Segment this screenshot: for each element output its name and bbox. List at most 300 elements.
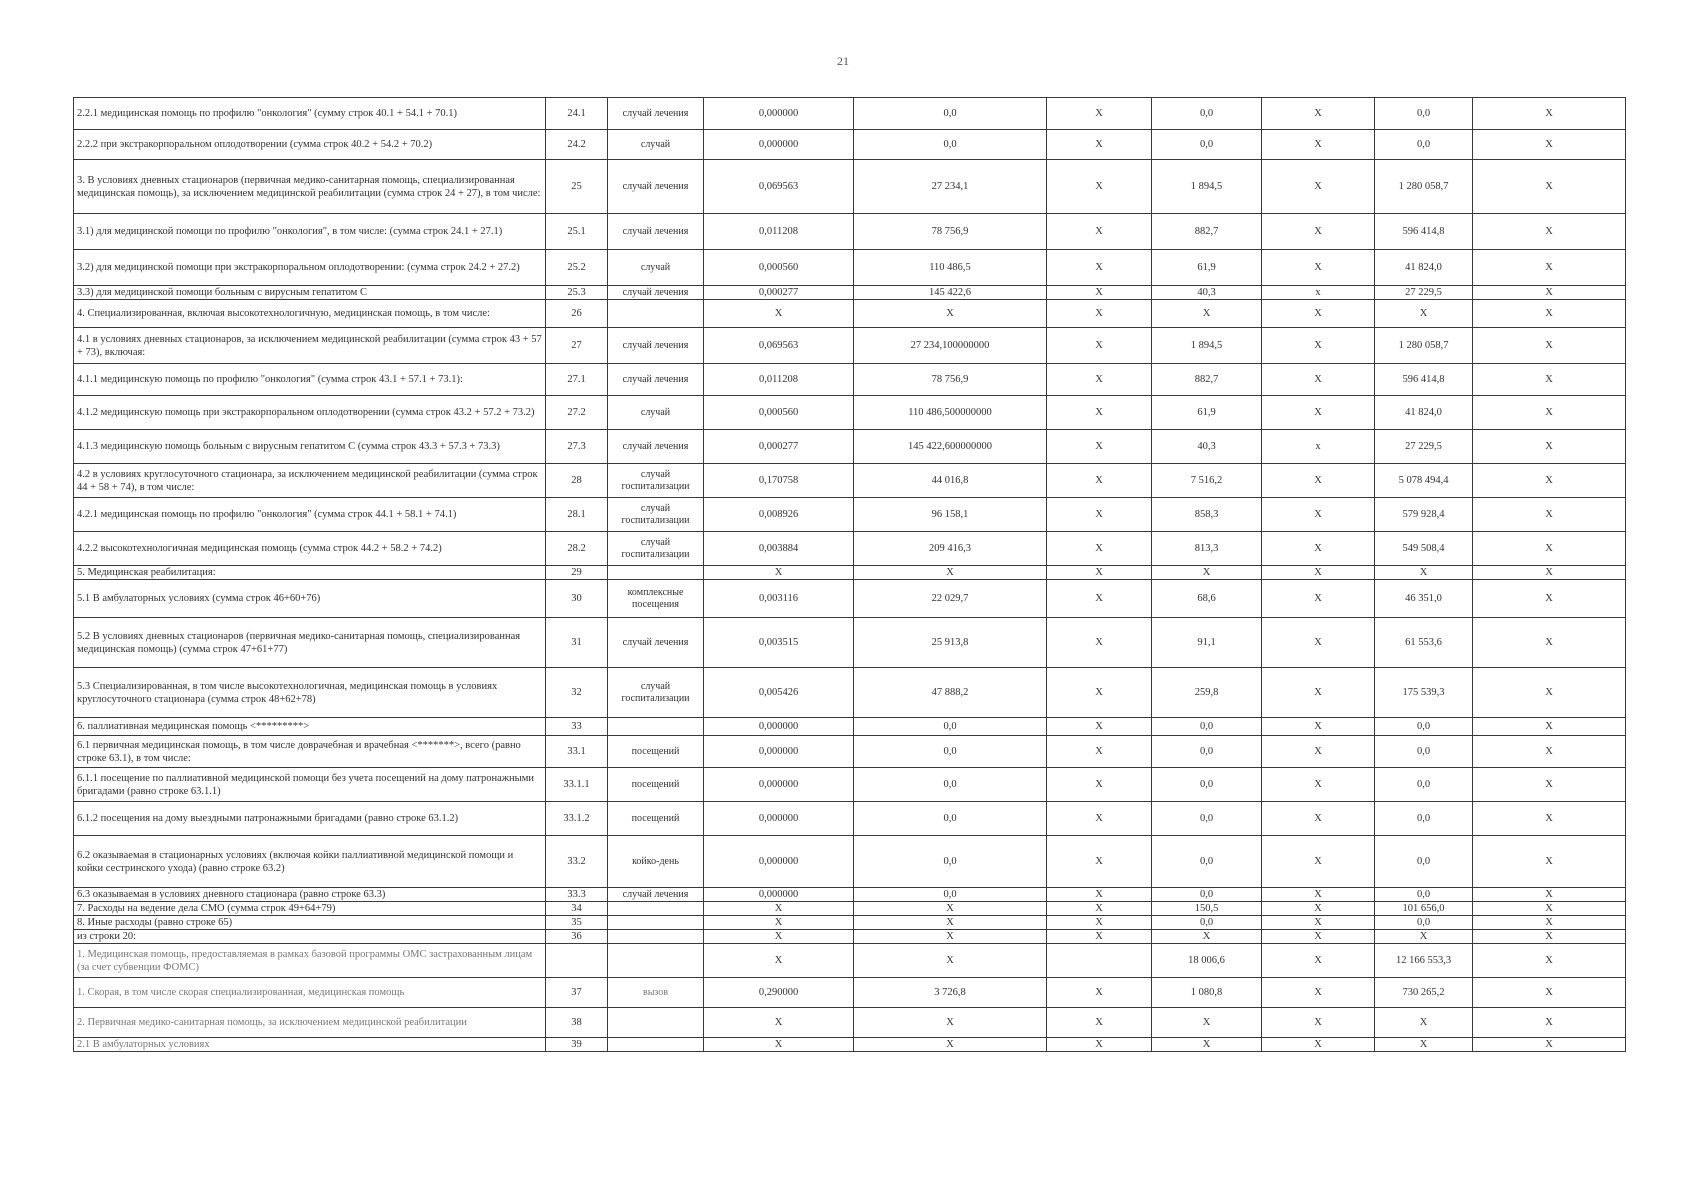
cell-v6: 0,0 xyxy=(1375,768,1473,802)
table-row xyxy=(74,916,1626,930)
cell-v5: X xyxy=(1262,944,1375,978)
cell-v3: X xyxy=(1047,888,1152,902)
cell-v4: 0,0 xyxy=(1152,130,1262,160)
cell-unit xyxy=(608,930,704,944)
cell-unit: случай госпитализации xyxy=(608,464,704,498)
cell-name: 6.3 оказываемая в условиях дневного стационара (равно строке 63.3) xyxy=(74,888,546,902)
cell-v4: 61,9 xyxy=(1152,250,1262,286)
cell-v7: X xyxy=(1473,902,1626,916)
cell-v6: 0,0 xyxy=(1375,130,1473,160)
cell-v2: X xyxy=(854,916,1047,930)
cell-v1: 0,069563 xyxy=(704,328,854,364)
table-row xyxy=(74,364,1626,396)
cell-v5: X xyxy=(1262,214,1375,250)
cell-unit xyxy=(608,566,704,580)
cell-v5: X xyxy=(1262,888,1375,902)
cell-v1: 0,011208 xyxy=(704,364,854,396)
cell-v1: 0,000000 xyxy=(704,98,854,130)
cell-v4: 0,0 xyxy=(1152,836,1262,888)
table-row xyxy=(74,580,1626,618)
cell-name: 6.1 первичная медицинская помощь, в том числе доврачебная и врачебная <*******>, всего (равно строке 63.1), в том числе: xyxy=(74,736,546,768)
cell-name: 6.1.2 посещения на дому выездными патронажными бригадами (равно строке 63.1.2) xyxy=(74,802,546,836)
cell-v5: X xyxy=(1262,580,1375,618)
cell-v6: 5 078 494,4 xyxy=(1375,464,1473,498)
cell-v2: 44 016,8 xyxy=(854,464,1047,498)
cell-v5: X xyxy=(1262,1038,1375,1052)
cell-v6: 12 166 553,3 xyxy=(1375,944,1473,978)
cell-name: 3.1) для медицинской помощи по профилю "онкология", в том числе: (сумма строк 24.1 + 27.1) xyxy=(74,214,546,250)
cell-v2: X xyxy=(854,1008,1047,1038)
cell-num xyxy=(546,944,608,978)
cell-v5: X xyxy=(1262,802,1375,836)
cell-v5: X xyxy=(1262,1008,1375,1038)
cell-v5: X xyxy=(1262,718,1375,736)
cell-v6: 1 280 058,7 xyxy=(1375,160,1473,214)
cell-v2: X xyxy=(854,300,1047,328)
cell-name: 4.1.3 медицинскую помощь больным с вирусным гепатитом С (сумма строк 43.3 + 57.3 + 73.3) xyxy=(74,430,546,464)
cell-v2: 0,0 xyxy=(854,768,1047,802)
cell-v1: 0,003515 xyxy=(704,618,854,668)
cell-v7: X xyxy=(1473,98,1626,130)
cell-v4: 0,0 xyxy=(1152,98,1262,130)
cell-v7: X xyxy=(1473,532,1626,566)
cell-num: 29 xyxy=(546,566,608,580)
cell-v2: 145 422,6 xyxy=(854,286,1047,300)
cell-v2: 78 756,9 xyxy=(854,364,1047,396)
cell-v3: X xyxy=(1047,580,1152,618)
cell-num: 33 xyxy=(546,718,608,736)
cell-v1: X xyxy=(704,1038,854,1052)
cell-unit: случай лечения xyxy=(608,618,704,668)
cell-num: 26 xyxy=(546,300,608,328)
cell-num: 39 xyxy=(546,1038,608,1052)
cell-unit: случай лечения xyxy=(608,286,704,300)
table-row xyxy=(74,300,1626,328)
cell-v1: 0,170758 xyxy=(704,464,854,498)
cell-v4: 858,3 xyxy=(1152,498,1262,532)
cell-v3: X xyxy=(1047,364,1152,396)
cell-v5: X xyxy=(1262,396,1375,430)
cell-v2: 0,0 xyxy=(854,888,1047,902)
cell-num: 38 xyxy=(546,1008,608,1038)
cell-v2: 0,0 xyxy=(854,130,1047,160)
table-row xyxy=(74,618,1626,668)
cell-v6: X xyxy=(1375,930,1473,944)
cell-v5: X xyxy=(1262,532,1375,566)
cell-v2: 25 913,8 xyxy=(854,618,1047,668)
cell-v2: 0,0 xyxy=(854,802,1047,836)
cell-v5: X xyxy=(1262,498,1375,532)
cell-v2: 78 756,9 xyxy=(854,214,1047,250)
cell-v3: X xyxy=(1047,566,1152,580)
cell-v6: 0,0 xyxy=(1375,718,1473,736)
cell-v1: 0,000000 xyxy=(704,888,854,902)
page-number: 21 xyxy=(837,54,849,68)
cell-v1: 0,003116 xyxy=(704,580,854,618)
cell-name: 4.2.1 медицинская помощь по профилю "онкология" (сумма строк 44.1 + 58.1 + 74.1) xyxy=(74,498,546,532)
cell-name: 1. Медицинская помощь, предоставляемая в рамках базовой программы ОМС застрахованным лицам (за счет субвенции ФОМС) xyxy=(74,944,546,978)
cell-v7: X xyxy=(1473,160,1626,214)
cell-v7: X xyxy=(1473,498,1626,532)
cell-v5: X xyxy=(1262,464,1375,498)
cell-v7: X xyxy=(1473,580,1626,618)
cell-v2: 0,0 xyxy=(854,98,1047,130)
cell-v7: X xyxy=(1473,618,1626,668)
cell-v7: X xyxy=(1473,328,1626,364)
cell-v2: X xyxy=(854,944,1047,978)
cell-num: 25 xyxy=(546,160,608,214)
cell-v7: X xyxy=(1473,888,1626,902)
cell-unit xyxy=(608,916,704,930)
table-row xyxy=(74,1038,1626,1052)
cell-num: 24.1 xyxy=(546,98,608,130)
cell-num: 35 xyxy=(546,916,608,930)
cell-unit xyxy=(608,902,704,916)
cell-num: 37 xyxy=(546,978,608,1008)
cell-v7: X xyxy=(1473,1038,1626,1052)
cell-v3: X xyxy=(1047,160,1152,214)
cell-v3: X xyxy=(1047,130,1152,160)
table-row xyxy=(74,160,1626,214)
cell-v2: 145 422,600000000 xyxy=(854,430,1047,464)
cell-name: 6. паллиативная медицинская помощь <*********> xyxy=(74,718,546,736)
cell-v6: 41 824,0 xyxy=(1375,396,1473,430)
table-row xyxy=(74,836,1626,888)
cell-v7: X xyxy=(1473,668,1626,718)
cell-v3: X xyxy=(1047,930,1152,944)
cell-name: 3.2) для медицинской помощи при экстракорпоральном оплодотворении: (сумма строк 24.2 + 27.2) xyxy=(74,250,546,286)
cell-v3: X xyxy=(1047,328,1152,364)
cell-v4: 40,3 xyxy=(1152,286,1262,300)
cell-v1: 0,000000 xyxy=(704,836,854,888)
cell-v1: 0,005426 xyxy=(704,668,854,718)
cell-name: 6.1.1 посещение по паллиативной медицинской помощи без учета посещений на дому патронажными бригадами (равно строке 63.1.1) xyxy=(74,768,546,802)
cell-v1: 0,008926 xyxy=(704,498,854,532)
cell-v1: 0,000000 xyxy=(704,130,854,160)
cell-v6: 596 414,8 xyxy=(1375,214,1473,250)
cell-v4: 1 894,5 xyxy=(1152,160,1262,214)
cell-v2: 27 234,1 xyxy=(854,160,1047,214)
cell-v5: X xyxy=(1262,930,1375,944)
cell-num: 36 xyxy=(546,930,608,944)
cell-name: из строки 20: xyxy=(74,930,546,944)
cell-v3 xyxy=(1047,944,1152,978)
cell-v4: 0,0 xyxy=(1152,802,1262,836)
cell-v1: X xyxy=(704,930,854,944)
cell-v7: X xyxy=(1473,930,1626,944)
cell-unit: случай лечения xyxy=(608,98,704,130)
cell-v3: X xyxy=(1047,916,1152,930)
cell-v5: X xyxy=(1262,668,1375,718)
table-row xyxy=(74,286,1626,300)
cell-unit: случай xyxy=(608,396,704,430)
cell-v6: 41 824,0 xyxy=(1375,250,1473,286)
cell-name: 4.1.2 медицинскую помощь при экстракорпоральном оплодотворении (сумма строк 43.2 + 57.2 + 73.2) xyxy=(74,396,546,430)
cell-v1: 0,069563 xyxy=(704,160,854,214)
cell-v7: X xyxy=(1473,430,1626,464)
cell-v5: X xyxy=(1262,364,1375,396)
cell-num: 25.1 xyxy=(546,214,608,250)
cell-num: 34 xyxy=(546,902,608,916)
table-row xyxy=(74,718,1626,736)
cell-v5: X xyxy=(1262,130,1375,160)
cell-v3: X xyxy=(1047,396,1152,430)
cell-v4: 1 080,8 xyxy=(1152,978,1262,1008)
cell-v3: X xyxy=(1047,1008,1152,1038)
cell-v1: 0,000560 xyxy=(704,396,854,430)
cell-num: 30 xyxy=(546,580,608,618)
cell-v1: X xyxy=(704,1008,854,1038)
cell-v3: X xyxy=(1047,532,1152,566)
table-row xyxy=(74,98,1626,130)
cell-v7: X xyxy=(1473,464,1626,498)
cell-unit: комплексные посещения xyxy=(608,580,704,618)
cell-v6: 0,0 xyxy=(1375,802,1473,836)
cell-v2: 110 486,500000000 xyxy=(854,396,1047,430)
cell-num: 33.3 xyxy=(546,888,608,902)
cell-v6: 175 539,3 xyxy=(1375,668,1473,718)
table-row xyxy=(74,532,1626,566)
cell-name: 3.3) для медицинской помощи больным с вирусным гепатитом С xyxy=(74,286,546,300)
table-row xyxy=(74,1008,1626,1038)
cell-num: 33.1.2 xyxy=(546,802,608,836)
cell-v1: 0,290000 xyxy=(704,978,854,1008)
cell-v6: 596 414,8 xyxy=(1375,364,1473,396)
cell-v3: X xyxy=(1047,1038,1152,1052)
cell-v1: 0,000000 xyxy=(704,736,854,768)
cell-v4: X xyxy=(1152,1008,1262,1038)
cell-v6: 27 229,5 xyxy=(1375,286,1473,300)
cell-v2: 3 726,8 xyxy=(854,978,1047,1008)
cell-v6: 0,0 xyxy=(1375,736,1473,768)
cell-unit: случай xyxy=(608,130,704,160)
cell-v1: 0,000000 xyxy=(704,768,854,802)
data-table xyxy=(73,97,1626,1052)
cell-v5: X xyxy=(1262,916,1375,930)
cell-v3: X xyxy=(1047,286,1152,300)
cell-v3: X xyxy=(1047,300,1152,328)
cell-unit xyxy=(608,1008,704,1038)
cell-v5: x xyxy=(1262,430,1375,464)
cell-v4: X xyxy=(1152,930,1262,944)
cell-v4: 882,7 xyxy=(1152,364,1262,396)
cell-v7: X xyxy=(1473,250,1626,286)
cell-unit: случай госпитализации xyxy=(608,532,704,566)
cell-v5: x xyxy=(1262,286,1375,300)
cell-v2: X xyxy=(854,1038,1047,1052)
cell-unit xyxy=(608,944,704,978)
cell-v4: 0,0 xyxy=(1152,768,1262,802)
cell-num: 27.3 xyxy=(546,430,608,464)
cell-v3: X xyxy=(1047,902,1152,916)
cell-v6: 1 280 058,7 xyxy=(1375,328,1473,364)
cell-v2: 22 029,7 xyxy=(854,580,1047,618)
cell-v4: 0,0 xyxy=(1152,916,1262,930)
table-row xyxy=(74,328,1626,364)
table-row xyxy=(74,566,1626,580)
cell-v5: X xyxy=(1262,618,1375,668)
cell-v7: X xyxy=(1473,916,1626,930)
cell-unit: посещений xyxy=(608,802,704,836)
table-row xyxy=(74,802,1626,836)
cell-unit: случай xyxy=(608,250,704,286)
cell-v6: 46 351,0 xyxy=(1375,580,1473,618)
cell-v6: 0,0 xyxy=(1375,836,1473,888)
cell-unit: случай лечения xyxy=(608,160,704,214)
cell-name: 2. Первичная медико-санитарная помощь, за исключением медицинской реабилитации xyxy=(74,1008,546,1038)
cell-v7: X xyxy=(1473,214,1626,250)
table-row xyxy=(74,430,1626,464)
cell-name: 3. В условиях дневных стационаров (первичная медико-санитарная помощь, специализированная медицинская помощь), за исключением медицинской реабилитации (сумма строк 24 + 27), в том числе: xyxy=(74,160,546,214)
cell-v5: X xyxy=(1262,566,1375,580)
cell-v5: X xyxy=(1262,250,1375,286)
cell-name: 2.2.1 медицинская помощь по профилю "онкология" (сумму строк 40.1 + 54.1 + 70.1) xyxy=(74,98,546,130)
cell-num: 33.2 xyxy=(546,836,608,888)
cell-v3: X xyxy=(1047,98,1152,130)
cell-v6: 579 928,4 xyxy=(1375,498,1473,532)
cell-v5: X xyxy=(1262,160,1375,214)
cell-unit xyxy=(608,718,704,736)
cell-num: 31 xyxy=(546,618,608,668)
cell-v7: X xyxy=(1473,836,1626,888)
cell-num: 33.1 xyxy=(546,736,608,768)
cell-v6: 0,0 xyxy=(1375,98,1473,130)
cell-v5: X xyxy=(1262,98,1375,130)
table-row xyxy=(74,768,1626,802)
cell-v4: X xyxy=(1152,566,1262,580)
cell-v1: 0,000560 xyxy=(704,250,854,286)
cell-v6: X xyxy=(1375,300,1473,328)
cell-unit xyxy=(608,300,704,328)
cell-v6: X xyxy=(1375,1038,1473,1052)
cell-name: 2.2.2 при экстракорпоральном оплодотворении (сумма строк 40.2 + 54.2 + 70.2) xyxy=(74,130,546,160)
cell-num: 28.2 xyxy=(546,532,608,566)
cell-num: 27.1 xyxy=(546,364,608,396)
cell-v3: X xyxy=(1047,836,1152,888)
cell-v2: 0,0 xyxy=(854,836,1047,888)
cell-v4: 150,5 xyxy=(1152,902,1262,916)
cell-v2: X xyxy=(854,902,1047,916)
table-row xyxy=(74,464,1626,498)
cell-name: 4.2 в условиях круглосуточного стационара, за исключением медицинской реабилитации (сумма строк 44 + 58 + 74), в том числе: xyxy=(74,464,546,498)
cell-unit xyxy=(608,1038,704,1052)
cell-v1: X xyxy=(704,916,854,930)
cell-v3: X xyxy=(1047,736,1152,768)
cell-v7: X xyxy=(1473,300,1626,328)
cell-v5: X xyxy=(1262,300,1375,328)
table-row xyxy=(74,396,1626,430)
cell-v7: X xyxy=(1473,736,1626,768)
cell-name: 8. Иные расходы (равно строке 65) xyxy=(74,916,546,930)
table-row xyxy=(74,736,1626,768)
cell-v6: 730 265,2 xyxy=(1375,978,1473,1008)
cell-v4: 68,6 xyxy=(1152,580,1262,618)
table-row xyxy=(74,130,1626,160)
cell-v6: 549 508,4 xyxy=(1375,532,1473,566)
cell-unit: случай лечения xyxy=(608,364,704,396)
cell-unit: посещений xyxy=(608,736,704,768)
cell-v3: X xyxy=(1047,978,1152,1008)
cell-v1: 0,000000 xyxy=(704,802,854,836)
cell-v6: 0,0 xyxy=(1375,916,1473,930)
cell-v3: X xyxy=(1047,668,1152,718)
cell-num: 27.2 xyxy=(546,396,608,430)
table-row xyxy=(74,902,1626,916)
table-row xyxy=(74,214,1626,250)
cell-v2: X xyxy=(854,566,1047,580)
cell-unit: случай лечения xyxy=(608,430,704,464)
cell-v4: 813,3 xyxy=(1152,532,1262,566)
cell-v1: X xyxy=(704,566,854,580)
cell-unit: посещений xyxy=(608,768,704,802)
cell-v1: X xyxy=(704,944,854,978)
cell-v5: X xyxy=(1262,768,1375,802)
cell-num: 24.2 xyxy=(546,130,608,160)
cell-v5: X xyxy=(1262,902,1375,916)
table-row xyxy=(74,668,1626,718)
cell-name: 2.1 В амбулаторных условиях xyxy=(74,1038,546,1052)
cell-v4: 40,3 xyxy=(1152,430,1262,464)
cell-v1: 0,000277 xyxy=(704,286,854,300)
table-row xyxy=(74,978,1626,1008)
cell-v4: X xyxy=(1152,300,1262,328)
cell-v3: X xyxy=(1047,618,1152,668)
cell-v6: 0,0 xyxy=(1375,888,1473,902)
cell-v2: 110 486,5 xyxy=(854,250,1047,286)
cell-v2: 0,0 xyxy=(854,736,1047,768)
cell-v2: 27 234,100000000 xyxy=(854,328,1047,364)
cell-name: 5.1 В амбулаторных условиях (сумма строк 46+60+76) xyxy=(74,580,546,618)
cell-name: 4. Специализированная, включая высокотехнологичную, медицинская помощь, в том числе: xyxy=(74,300,546,328)
cell-name: 4.1.1 медицинскую помощь по профилю "онкология" (сумма строк 43.1 + 57.1 + 73.1): xyxy=(74,364,546,396)
cell-unit: случай госпитализации xyxy=(608,668,704,718)
cell-v2: 0,0 xyxy=(854,718,1047,736)
cell-unit: вызов xyxy=(608,978,704,1008)
cell-v4: 0,0 xyxy=(1152,718,1262,736)
cell-v5: X xyxy=(1262,978,1375,1008)
cell-v3: X xyxy=(1047,768,1152,802)
cell-v2: 96 158,1 xyxy=(854,498,1047,532)
cell-num: 33.1.1 xyxy=(546,768,608,802)
cell-v6: 61 553,6 xyxy=(1375,618,1473,668)
cell-name: 4.1 в условиях дневных стационаров, за исключением медицинской реабилитации (сумма строк 43 + 57 + 73), включая: xyxy=(74,328,546,364)
cell-name: 5.2 В условиях дневных стационаров (первичная медико-санитарная помощь, специализированная медицинская помощь) (сумма строк 47+61+77) xyxy=(74,618,546,668)
cell-name: 5. Медицинская реабилитация: xyxy=(74,566,546,580)
cell-v1: 0,000000 xyxy=(704,718,854,736)
cell-v7: X xyxy=(1473,130,1626,160)
cell-v1: 0,011208 xyxy=(704,214,854,250)
cell-v2: 209 416,3 xyxy=(854,532,1047,566)
cell-v3: X xyxy=(1047,498,1152,532)
cell-v4: 882,7 xyxy=(1152,214,1262,250)
cell-v7: X xyxy=(1473,286,1626,300)
cell-v4: 1 894,5 xyxy=(1152,328,1262,364)
cell-v5: X xyxy=(1262,736,1375,768)
cell-num: 27 xyxy=(546,328,608,364)
cell-v7: X xyxy=(1473,396,1626,430)
cell-v7: X xyxy=(1473,768,1626,802)
cell-v3: X xyxy=(1047,430,1152,464)
cell-v4: 61,9 xyxy=(1152,396,1262,430)
table-row xyxy=(74,498,1626,532)
cell-v7: X xyxy=(1473,566,1626,580)
cell-v5: X xyxy=(1262,836,1375,888)
cell-unit: койко-день xyxy=(608,836,704,888)
cell-v3: X xyxy=(1047,250,1152,286)
cell-v2: 47 888,2 xyxy=(854,668,1047,718)
cell-v1: 0,000277 xyxy=(704,430,854,464)
cell-num: 25.2 xyxy=(546,250,608,286)
